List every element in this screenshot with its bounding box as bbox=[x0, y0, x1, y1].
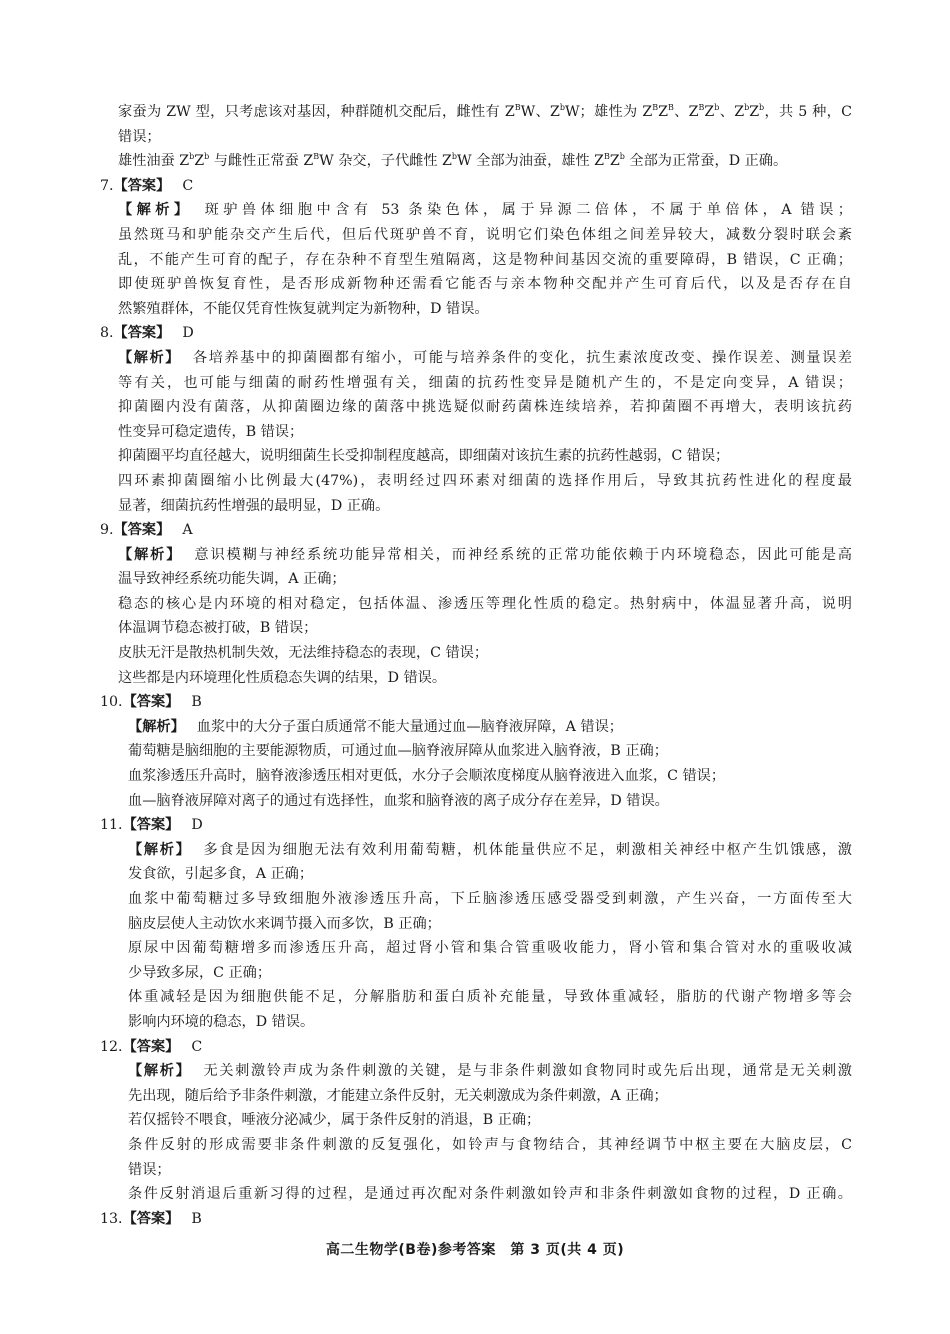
q11-solution-7: 体重减轻是因为细胞供能不足，分解脂肪和蛋白质补充能量，导致体重减轻，脂肪的代谢产物增多等会 bbox=[128, 989, 852, 1006]
q9-answer: A bbox=[182, 522, 193, 539]
q10-solution-2: 葡萄糖是脑细胞的主要能源物质，可通过血—脑脊液屏障从血浆进入脑脊液，B 正确； bbox=[128, 743, 668, 760]
q11-solution-2: 发食欲，引起多食，A 正确； bbox=[128, 866, 314, 883]
q11-solution-1: 【解析】 多食是因为细胞无法有效利用葡萄糖，机体能量供应不足，刺激相关神经中枢产生饥饿感，激 bbox=[128, 841, 852, 858]
q8-answer: D bbox=[182, 325, 194, 342]
q13-answer: B bbox=[191, 1210, 202, 1227]
q11-answer-line: 11.【答案】 D bbox=[100, 817, 203, 834]
q10-answer: B bbox=[191, 694, 202, 711]
q10-solution-4: 血—脑脊液屏障对离子的通过有选择性，血浆和脑脊液的离子成分存在差异，D 错误。 bbox=[128, 792, 669, 809]
q9-solution-6: 这些都是内环境理化性质稳态失调的结果，D 错误。 bbox=[118, 669, 447, 686]
q12-solution-6: 条件反射消退后重新习得的过程，是通过再次配对条件刺激如铃声和非条件刺激如食物的过程，D 正确。 bbox=[128, 1186, 852, 1203]
q9-answer-line: 9.【答案】 A bbox=[100, 522, 193, 539]
q11-solution-5: 原尿中因葡萄糖增多而渗透压升高，超过肾小管和集合管重吸收能力，肾小管和集合管对水的重吸收减 bbox=[128, 940, 852, 957]
q8-solution-7: 显著，细菌抗药性增强的最明显，D 正确。 bbox=[118, 497, 390, 514]
q7-solution-1: 【解析】 斑驴兽体细胞中含有 53 条染色体，属于异源二倍体，不属于单倍体，A 错误； bbox=[118, 202, 852, 219]
q6-line-1: 家蚕为 ZW 型，只考虑该对基因，种群随机交配后，雌性有 $Z^BW$、$Z^bW$；雄性为 $Z^BZ^B$、$Z^BZ^b$、$Z^bZ^b$，共 5 种，C bbox=[118, 103, 852, 120]
q12-solution-2: 先出现，随后给予非条件刺激，才能建立条件反射，无关刺激成为条件刺激，A 正确； bbox=[128, 1087, 668, 1104]
q12-answer: C bbox=[191, 1038, 203, 1055]
q11-solution-3: 血浆中葡萄糖过多导致细胞外液渗透压升高，下丘脑渗透压感受器受到刺激，产生兴奋，一方面传至大 bbox=[128, 891, 852, 907]
q11-answer: D bbox=[191, 817, 203, 834]
q12-solution-1: 【解析】 无关刺激铃声成为条件刺激的关键，是与非条件刺激如食物同时或先后出现，通常是无关刺激 bbox=[128, 1063, 852, 1080]
q8-solution-5: 抑菌圈平均直径越大，说明细菌生长受抑制程度越高，即细菌对该抗生素的抗药性越弱，C 错误； bbox=[118, 448, 730, 465]
q11-solution-4: 脑皮层使人主动饮水来调节摄入而多饮，B 正确； bbox=[128, 915, 441, 932]
q13-answer-line: 13.【答案】 B bbox=[100, 1210, 202, 1227]
q6-line-3: 雄性油蚕 $Z^bZ^b$ 与雌性正常蚕 $Z^BW$ 杂交，子代雌性 $Z^bW$ 全部为油蚕，雄性 $Z^BZ^b$ 全部为正常蚕，D 正确。 bbox=[118, 152, 788, 170]
q8-solution-3: 抑菌圈内没有菌落，从抑菌圈边缘的菌落中挑选疑似耐药菌株连续培养，若抑菌圈不再增大，表明该抗药 bbox=[118, 399, 852, 416]
q7-solution-4: 即使斑驴兽恢复育性，是否形成新物种还需看它能否与亲本物种交配并产生可育后代，以及是否存在自 bbox=[118, 276, 852, 293]
q9-solution-3: 稳态的核心是内环境的相对稳定，包括体温、渗透压等理化性质的稳定。热射病中，体温显著升高，说明 bbox=[118, 595, 852, 612]
q10-answer-line: 10.【答案】 B bbox=[100, 694, 202, 711]
q9-solution-2: 温导致神经系统功能失调，A 正确； bbox=[118, 571, 346, 588]
q7-answer: C bbox=[182, 177, 194, 194]
q7-solution-3: 乱，不能产生可育的配子，存在杂种不育型生殖隔离，这是物种间基因交流的重要障碍，B 错误，C 正确； bbox=[118, 251, 852, 268]
q12-solution-3: 若仅摇铃不喂食，唾液分泌减少，属于条件反射的消退，B 正确； bbox=[128, 1112, 541, 1129]
q8-answer-line: 8.【答案】 D bbox=[100, 325, 194, 342]
q6-line-2: 错误； bbox=[118, 128, 161, 145]
q9-solution-5: 皮肤无汗是散热机制失效，无法维持稳态的表现，C 错误； bbox=[118, 645, 489, 662]
q9-solution-4: 体温调节稳态被打破，B 错误； bbox=[118, 620, 318, 637]
q8-solution-4: 性变异可稳定遗传，B 错误； bbox=[118, 423, 304, 440]
q7-solution-5: 然繁殖群体，不能仅凭育性恢复就判定为新物种，D 错误。 bbox=[118, 300, 489, 317]
q12-solution-5: 错误； bbox=[128, 1161, 171, 1178]
q12-solution-4: 条件反射的形成需要非条件刺激的反复强化，如铃声与食物结合，其神经调节中枢主要在大脑皮层，C bbox=[128, 1136, 852, 1153]
answer-content bbox=[100, 100, 852, 1231]
q7-solution-2: 虽然斑马和驴能杂交产生后代，但后代斑驴兽不育，说明它们染色体组之间差异较大，减数分裂时联会紊 bbox=[118, 226, 852, 243]
q12-answer-line: 12.【答案】 C bbox=[100, 1038, 203, 1055]
q7-answer-line: 7.【答案】 C bbox=[100, 177, 194, 194]
q11-solution-6: 少导致多尿，C 正确； bbox=[128, 964, 272, 981]
q10-solution-3: 血浆渗透压升高时，脑脊液渗透压相对更低，水分子会顺浓度梯度从脑脊液进入血浆，C 错误； bbox=[128, 768, 726, 785]
q8-solution-2: 等有关，也可能与细菌的耐药性增强有关，细菌的抗药性变异是随机产生的，不是定向变异，A 错误； bbox=[118, 374, 852, 391]
q9-solution-1: 【解析】 意识模糊与神经系统功能异常相关，而神经系统的正常功能依赖于内环境稳态，因此可能是高 bbox=[118, 546, 852, 563]
page-footer: 高二生物学(B卷)参考答案 第 3 页(共 4 页) bbox=[325, 1242, 625, 1258]
q8-solution-1: 【解析】 各培养基中的抑菌圈都有缩小，可能与培养条件的变化，抗生素浓度改变、操作误差、测量误差 bbox=[118, 349, 852, 366]
q11-solution-8: 影响内环境的稳态，D 错误。 bbox=[128, 1013, 315, 1030]
q8-solution-6: 四环素抑菌圈缩小比例最大(47%)，表明经过四环素对细菌的选择作用后，导致其抗药性进化的程度最 bbox=[118, 472, 852, 489]
q10-solution-1: 【解析】 血浆中的大分子蛋白质通常不能大量通过血—脑脊液屏障，A 错误； bbox=[128, 718, 623, 735]
